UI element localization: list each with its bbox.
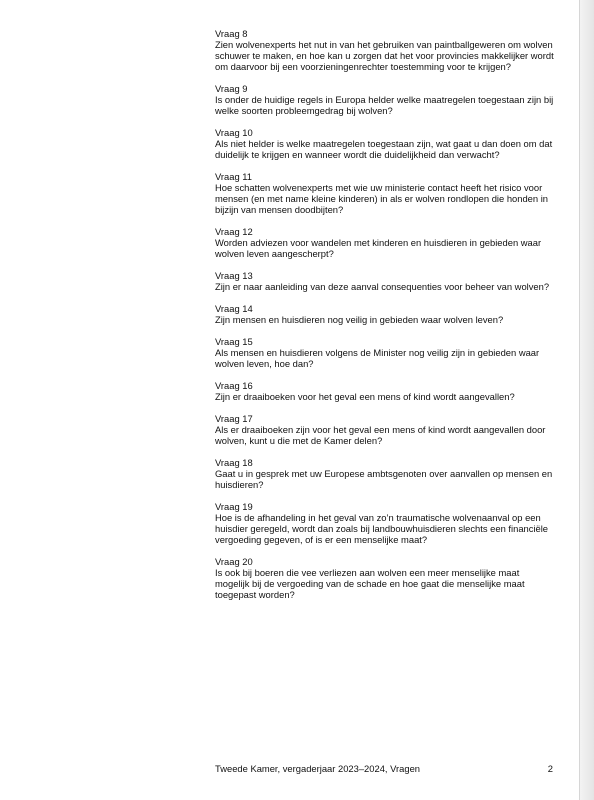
question-item (215, 413, 555, 446)
question-item (215, 171, 555, 215)
question-item (215, 83, 555, 116)
question-item (215, 457, 555, 490)
question-text: Hoe is de afhandeling in het geval van zo’n traumatische wolvenaanval op een huisdier geregeld, wordt dan zoals bij landbouwhuisdieren slechts een financiële vergoeding gegeven, of is er een menselijke maat? (215, 512, 549, 545)
question-item (215, 303, 555, 325)
page-number: 2 (547, 763, 553, 774)
question-label: Vraag 9 (215, 83, 248, 94)
question-text: Is onder de huidige regels in Europa helder welke maatregelen toegestaan zijn bij welke soorten probleemgedrag bij wolven? (215, 94, 554, 116)
question-text: Zijn er naar aanleiding van deze aanval consequenties voor beheer van wolven? (215, 281, 550, 292)
question-text: Hoe schatten wolvenexperts met wie uw ministerie contact heeft het risico voor mensen (en met name kleine kinderen) in als er wolven rondlopen die honden in bijzijn van mensen doodbijten? (215, 182, 549, 215)
question-text: Gaat u in gesprek met uw Europese ambtsgenoten over aanvallen op mensen en huisdieren? (215, 468, 553, 490)
question-label: Vraag 13 (215, 270, 253, 281)
page-edge (579, 0, 594, 800)
question-label: Vraag 10 (215, 127, 253, 138)
question-text: Als niet helder is welke maatregelen toegestaan zijn, wat gaat u dan doen om dat duidelijk te krijgen en wanneer wordt die duidelijkheid dan verwacht? (215, 138, 553, 160)
page-footer (215, 763, 553, 775)
question-label: Vraag 14 (215, 303, 253, 314)
question-label: Vraag 11 (215, 171, 253, 182)
question-item (215, 270, 555, 292)
question-label: Vraag 8 (215, 28, 248, 39)
question-item (215, 28, 555, 72)
question-text: Als mensen en huisdieren volgens de Minister nog veilig zijn in gebieden waar wolven leven, hoe dan? (215, 347, 540, 369)
question-label: Vraag 18 (215, 457, 253, 468)
question-label: Vraag 16 (215, 380, 253, 391)
question-item (215, 226, 555, 259)
question-item (215, 127, 555, 160)
question-label: Vraag 19 (215, 501, 253, 512)
question-text: Is ook bij boeren die vee verliezen aan wolven een meer menselijke maat mogelijk bij de vergoeding van de schade en hoe gaat die menselijke maat toegepast worden? (215, 567, 525, 600)
question-item (215, 501, 555, 545)
question-item (215, 556, 555, 600)
questions-list (215, 28, 555, 611)
question-text: Als er draaiboeken zijn voor het geval een mens of kind wordt aangevallen door wolven, kunt u die met de Kamer delen? (215, 424, 546, 446)
question-text: Zijn er draaiboeken voor het geval een mens of kind wordt aangevallen? (215, 391, 515, 402)
question-label: Vraag 12 (215, 226, 253, 237)
question-text: Zien wolvenexperts het nut in van het gebruiken van paintballgeweren om wolven schuwer te maken, en hoe kan u zorgen dat het voor provincies makkelijker wordt om daarvoor bij een voorzieningenrechter toestemming voor te krijgen? (215, 39, 554, 72)
question-text: Zijn mensen en huisdieren nog veilig in gebieden waar wolven leven? (215, 314, 504, 325)
footer-text: Tweede Kamer, vergaderjaar 2023–2024, Vragen (215, 763, 420, 774)
question-label: Vraag 17 (215, 413, 253, 424)
question-label: Vraag 20 (215, 556, 253, 567)
question-item (215, 336, 555, 369)
question-text: Worden adviezen voor wandelen met kinderen en huisdieren in gebieden waar wolven leven aangescherpt? (215, 237, 542, 259)
question-item (215, 380, 555, 402)
question-label: Vraag 15 (215, 336, 253, 347)
